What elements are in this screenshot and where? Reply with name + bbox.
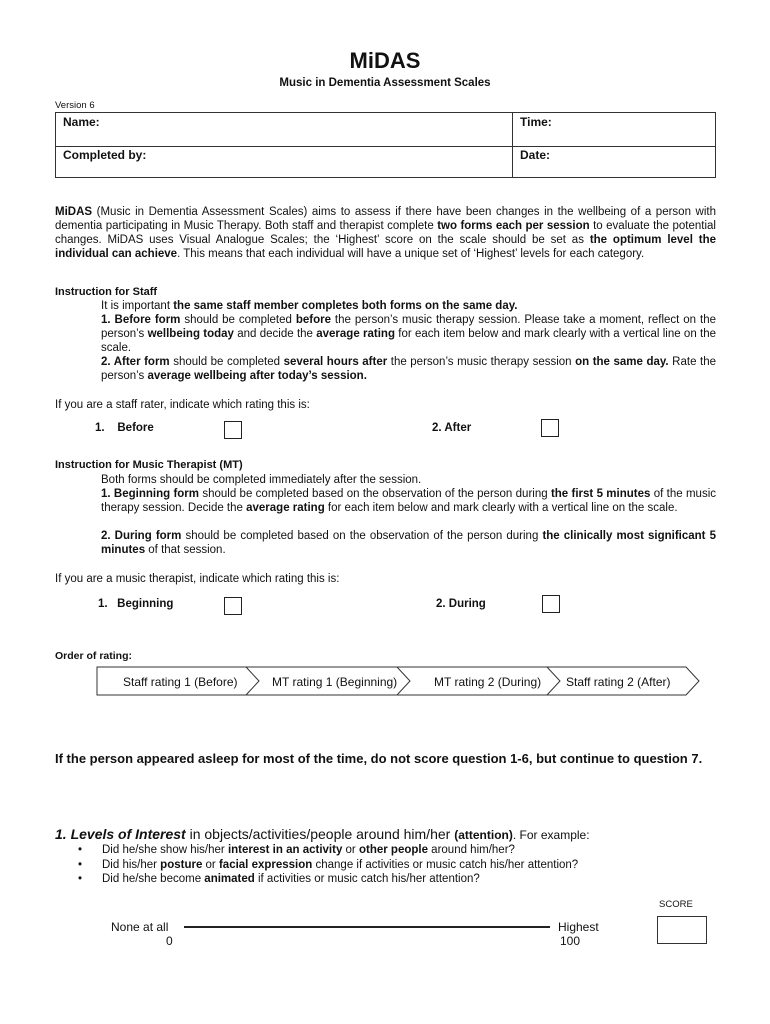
staff-instruction-line-1 bbox=[101, 299, 716, 313]
staff-l2-b3: wellbeing today bbox=[147, 328, 234, 340]
mt-l2-t2: of the music therapy session. Decide the bbox=[101, 488, 716, 514]
intro-bold-1: two forms each per session bbox=[437, 220, 590, 232]
intro-paragraph bbox=[55, 205, 716, 261]
score-label: SCORE bbox=[659, 899, 693, 910]
order-step-3: MT rating 2 (During) bbox=[434, 675, 542, 689]
mt-l3-t2: of that session. bbox=[145, 544, 226, 556]
question-1-title bbox=[55, 826, 590, 842]
name-field[interactable]: Name: bbox=[63, 115, 100, 129]
table-divider-horizontal bbox=[56, 146, 715, 147]
staff-l3-t1: should be completed bbox=[169, 356, 284, 368]
q1-b2-b1: posture bbox=[160, 859, 203, 871]
staff-l2-t2: the person’s music therapy session. Please take a moment, reflect on the person’s bbox=[101, 314, 716, 340]
q1-bullet-3 bbox=[78, 873, 480, 885]
staff-l3-b3: on the same day. bbox=[575, 356, 669, 368]
bullet-dot: • bbox=[78, 859, 83, 871]
bullet-dot: • bbox=[78, 844, 83, 856]
q1-b1-t3: around him/her? bbox=[427, 844, 515, 856]
staff-l1-bold: the same staff member completes both forms on the same day. bbox=[173, 300, 518, 312]
mt-instruction-beginning bbox=[101, 487, 716, 515]
order-chevron-1 bbox=[246, 667, 259, 695]
q1-bullet-1 bbox=[78, 844, 515, 856]
mt-l2-b3: average rating bbox=[246, 502, 325, 514]
staff-l3-t3: Rate the person’s bbox=[101, 356, 716, 382]
date-field[interactable]: Date: bbox=[520, 148, 551, 162]
q1-b3-t2: if activities or music catch his/her attention? bbox=[254, 873, 480, 885]
mt-instruction-line-1: Both forms should be completed immediately after the session. bbox=[101, 474, 422, 486]
mt-l2-b1: 1. Beginning form bbox=[101, 488, 200, 500]
intro-text-1: (Music in Dementia Assessment Scales) aims to assess if there have been changes in the wellbeing of a person with dementia participating in Music Therapy. Both staff and therapist complete bbox=[55, 206, 716, 232]
staff-l1-text: It is important bbox=[101, 300, 174, 312]
mt-instruction-during bbox=[101, 529, 716, 557]
during-option-label: 2. During bbox=[436, 598, 486, 610]
page-subtitle: Music in Dementia Assessment Scales bbox=[279, 77, 491, 89]
scale-high-value: 100 bbox=[560, 934, 581, 948]
q1-b1-b1: interest in an activity bbox=[227, 844, 343, 856]
staff-l3-b2: several hours after bbox=[283, 356, 388, 368]
staff-instructions-heading: Instruction for Staff bbox=[55, 286, 158, 298]
before-checkbox[interactable] bbox=[224, 421, 242, 439]
intro-text-3: . This means that each individual will have a unique set of ‘Highest’ levels for each category. bbox=[177, 248, 645, 260]
q1-b3-b1: animated bbox=[204, 873, 255, 885]
beginning-option-label: 1. Beginning bbox=[98, 598, 174, 610]
q1-title-tail: . For example: bbox=[512, 828, 590, 842]
mt-l2-b2: the first 5 minutes bbox=[550, 488, 651, 500]
info-table bbox=[55, 112, 716, 178]
staff-rater-question: If you are a staff rater, indicate which rating this is: bbox=[55, 399, 310, 411]
q1-b1-b2: other people bbox=[358, 844, 428, 856]
order-step-2: MT rating 1 (Beginning) bbox=[272, 675, 398, 689]
scale-low-label: None at all bbox=[111, 920, 169, 934]
order-step-4: Staff rating 2 (After) bbox=[566, 675, 671, 689]
staff-l3-b1: 2. After form bbox=[101, 356, 170, 368]
staff-instruction-after bbox=[101, 355, 716, 383]
mt-l2-t3: for each item below and mark clearly with a vertical line on the scale. bbox=[324, 502, 678, 514]
mt-instructions-heading: Instruction for Music Therapist (MT) bbox=[55, 459, 243, 471]
intro-text-2: to evaluate the potential changes. MiDAS uses Visual Analogue Scales; the ‘Highest’ score on the scale should be set as bbox=[55, 220, 716, 246]
q1-b1-t1: Did he/she show his/her bbox=[102, 844, 228, 856]
visual-analogue-scale-line[interactable] bbox=[184, 926, 550, 928]
q1-title-bold: (attention) bbox=[454, 828, 513, 842]
q1-b3-t1: Did he/she become bbox=[102, 873, 205, 885]
asleep-instruction: If the person appeared asleep for most of the time, do not score question 1-6, but continue to question 7. bbox=[55, 751, 703, 766]
intro-bold-2: the optimum level the individual can achieve bbox=[55, 234, 717, 260]
after-option-label: 2. After bbox=[432, 422, 472, 434]
q1-title-text: in objects/activities/people around him/her bbox=[185, 826, 455, 842]
completed-by-field[interactable]: Completed by: bbox=[63, 148, 147, 162]
beginning-checkbox[interactable] bbox=[224, 597, 242, 615]
order-of-rating-flow bbox=[96, 666, 701, 698]
time-field[interactable]: Time: bbox=[520, 115, 552, 129]
q1-b2-t2: or bbox=[202, 859, 219, 871]
q1-b1-t2: or bbox=[342, 844, 359, 856]
q1-bullet-2 bbox=[78, 859, 578, 871]
during-checkbox[interactable] bbox=[542, 595, 560, 613]
q1-b2-b2: facial expression bbox=[218, 859, 313, 871]
bullet-dot: • bbox=[78, 873, 83, 885]
q1-title-bold-italic: 1. Levels of Interest bbox=[55, 826, 186, 842]
score-input-box[interactable] bbox=[657, 916, 707, 944]
q1-b2-t3: change if activities or music catch his/her attention? bbox=[312, 859, 579, 871]
staff-l3-b4: average wellbeing after today’s session. bbox=[147, 370, 367, 382]
mt-l3-b2: the clinically most significant 5 minutes bbox=[101, 530, 716, 556]
intro-brand: MiDAS bbox=[55, 206, 93, 218]
mt-l2-t1: should be completed based on the observation of the person during bbox=[199, 488, 551, 500]
order-step-1: Staff rating 1 (Before) bbox=[123, 675, 238, 689]
staff-l2-b1: 1. Before form bbox=[101, 314, 181, 326]
q1-b2-t1: Did his/her bbox=[102, 859, 161, 871]
staff-l2-t3: and decide the bbox=[233, 328, 317, 340]
staff-l2-t1: should be completed bbox=[180, 314, 296, 326]
staff-l3-t2: the person’s music therapy session bbox=[387, 356, 576, 368]
staff-l2-t4: for each item below and mark clearly with a vertical line on the scale. bbox=[101, 328, 717, 354]
music-therapist-question: If you are a music therapist, indicate which rating this is: bbox=[55, 573, 340, 585]
mt-l3-t1: should be completed based on the observation of the person during bbox=[181, 530, 543, 542]
table-divider-vertical bbox=[512, 113, 513, 177]
before-option-label: 1. Before bbox=[95, 422, 154, 434]
staff-instruction-before bbox=[101, 313, 716, 355]
scale-low-value: 0 bbox=[166, 934, 173, 948]
mt-l3-b1: 2. During form bbox=[101, 530, 182, 542]
scale-high-label: Highest bbox=[558, 920, 599, 934]
order-of-rating-label: Order of rating: bbox=[55, 650, 133, 662]
page-title: MiDAS bbox=[349, 48, 421, 73]
version-label: Version 6 bbox=[55, 100, 95, 111]
staff-l2-b2: before bbox=[295, 314, 331, 326]
staff-l2-b4: average rating bbox=[316, 328, 395, 340]
after-checkbox[interactable] bbox=[541, 419, 559, 437]
